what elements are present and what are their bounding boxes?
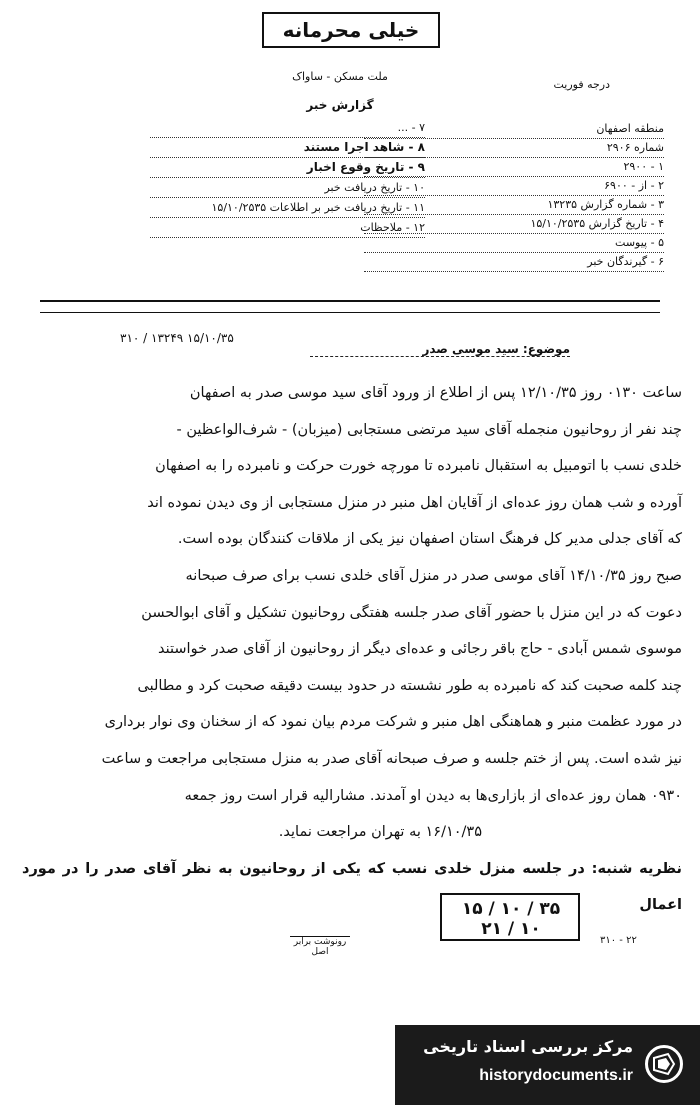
separator-rule: [40, 300, 660, 302]
form-field: ۷ - ...: [150, 118, 425, 138]
form-field: ۲ - از - ۶۹۰۰: [364, 177, 664, 196]
form-field: ۹ - تاریخ وقوع اخبار: [150, 158, 425, 178]
page-footnote: ۳۱۰ - ۲۲: [600, 935, 637, 946]
body-line: آورده و شب همان روز عده‌ای از آقایان اهل منبر در منزل مستجابی از وی دیدن نموده اند: [147, 494, 682, 511]
office-name: ملت مسکن - ساواک: [292, 70, 388, 83]
form-field: ۵ - پیوست: [364, 234, 664, 253]
form-field: ۴ - تاریخ گزارش ۱۵/۱۰/۲۵۳۵: [364, 215, 664, 234]
form-field: ۳ - شماره گزارش ۱۳۲۳۵: [364, 196, 664, 215]
reference-number: ۳۱۰ / ۱۳۲۴۹ ۱۵/۱۰/۳۵: [120, 331, 234, 345]
form-field: منطقه اصفهان: [364, 120, 664, 139]
watermark-url: historydocuments.ir: [479, 1067, 633, 1084]
form-field: ۱۲ - ملاحظات: [150, 218, 425, 238]
report-title: گزارش خبر: [306, 98, 374, 112]
body-line: که آقای جدلی مدیر کل فرهنگ استان اصفهان نیز یکی از ملاقات کنندگان بوده است.: [177, 531, 682, 548]
body-line: در مورد عظمت منبر و هماهنگی اهل منبر و شرکت مردم بیان نمود که از سخنان وی نوار برداری: [104, 714, 682, 731]
form-field: ۱ - ۲۹۰۰: [364, 158, 664, 177]
form-left-block: [150, 118, 425, 238]
body-line: چند کلمه صحبت کند که نامبرده به طور نشسته در حدود بیست دقیقه صحبت کرد و مطالبی: [137, 677, 682, 694]
priority-label: درجه فوریت: [553, 78, 610, 91]
form-field: ۸ - شاهد اجرا مستند: [150, 138, 425, 158]
body-line: نظریه شنبه: در جلسه منزل خلدی نسب که یکی از روحانیون به نظر آقای صدر را در مورد اعمال: [22, 860, 682, 914]
certification-note: رونوشت برابر اصل: [290, 936, 350, 957]
subject-line: موضوع: سید موسی صدر: [310, 342, 570, 357]
form-field: شماره ۲۹۰۶: [364, 139, 664, 158]
report-body: [22, 375, 682, 924]
body-line: ۰۹۳۰ همان روز عده‌ای از بازاری‌ها به دیدن او آمدند. مشارالیه قرار است روز جمعه: [184, 787, 682, 804]
watermark-banner: [395, 1025, 700, 1105]
body-line: نیز شده است. پس از ختم جلسه و صرف صبحانه آقای صدر به منزل مستجابی مراجعت و ساعت: [101, 750, 682, 767]
form-field: ۱۱ - تاریخ دریافت خبر بر اطلاعات ۱۵/۱۰/۲۵۳۵: [150, 198, 425, 218]
separator-rule: [40, 312, 660, 313]
reference-stamp-box: [440, 893, 580, 941]
body-line: خلدی نسب با اتومبیل به استقبال نامبرده تا مورچه خورت حرکت و نامبرده را به اصفهان: [155, 458, 682, 475]
ref-box-number: ۲۱ / ۱۰: [481, 919, 541, 939]
form-field: ۶ - گیرندگان خبر: [364, 253, 664, 272]
body-line: صبح روز ۱۴/۱۰/۳۵ آقای موسی صدر در منزل آقای خلدی نسب برای صرف صبحانه: [185, 567, 682, 584]
form-field: ۱۰ - تاریخ دریافت خبر: [150, 178, 425, 198]
body-line: موسوی شمس آبادی - حاج باقر رجائی و عده‌ای دیگر از روحانیون از آقای صدر خواستند: [158, 641, 682, 658]
body-line: ۱۶/۱۰/۳۵ به تهران مراجعت نماید.: [278, 824, 482, 841]
archive-logo-icon: [645, 1045, 683, 1083]
body-line: دعوت که در این منزل با حضور آقای صدر جلسه هفتگی روحانیون تشکیل و آقای ابوالحسن: [141, 604, 682, 621]
ref-box-date: ۱۵ / ۱۰ / ۳۵: [461, 899, 561, 919]
body-line: چند نفر از روحانیون منجمله آقای سید مرتضی مستجابی (میزبان) - شرف‌الواعظین -: [176, 421, 682, 438]
classification-stamp: خیلی محرمانه: [262, 12, 440, 48]
body-line: ساعت ۰۱۳۰ روز ۱۲/۱۰/۳۵ پس از اطلاع از ورود آقای سید موسی صدر به اصفهان: [189, 385, 682, 401]
watermark-name: مرکز بررسی اسناد تاریخی: [423, 1037, 633, 1056]
